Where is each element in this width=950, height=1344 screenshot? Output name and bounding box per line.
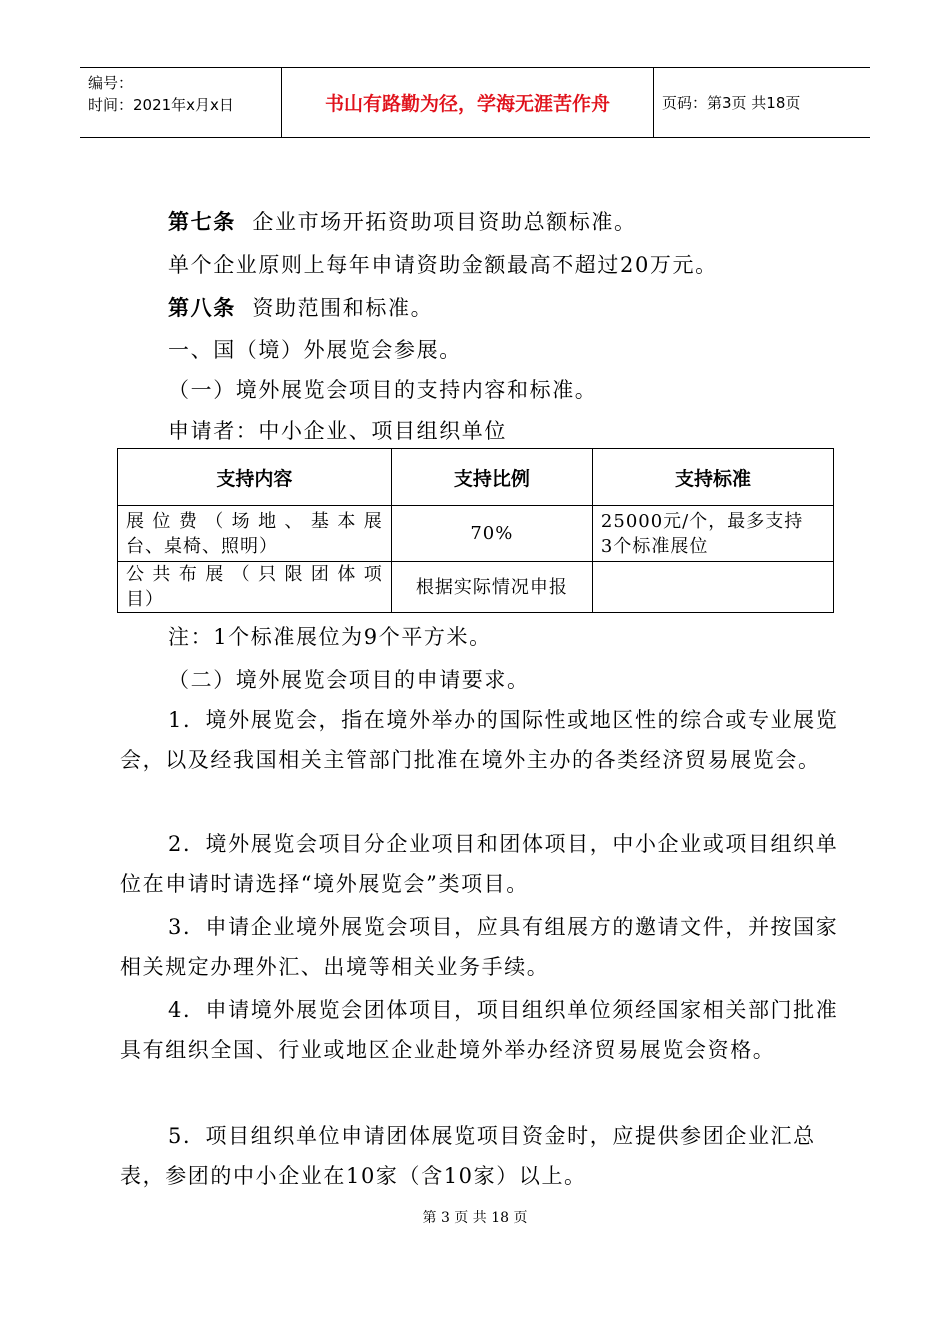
support-table: [117, 448, 834, 613]
requirement-item-4: 4．申请境外展览会团体项目，项目组织单位须经国家相关部门批准具有组织全国、行业或地区企业赴境外举办经济贸易展览会资格。: [120, 998, 839, 1062]
header-meta: [80, 68, 282, 137]
requirement-item-1: 1．境外展览会，指在境外举办的国际性或地区性的综合或专业展览会，以及经我国相关主管部门批准在境外主办的各类经济贸易展览会。: [120, 708, 839, 772]
table-header-row: [118, 449, 834, 506]
document-date-label: 时间：2021年x月x日: [88, 96, 234, 114]
table-cell-ratio: 70%: [391, 506, 592, 562]
article7-detail: 单个企业原则上每年申请资助金额最高不超过20万元。: [168, 253, 718, 277]
cell-line: 台、桌椅、照明）: [126, 535, 278, 557]
applicant-line: 申请者：中小企业、项目组织单位: [168, 419, 507, 443]
header-motto: 书山有路勤为径，学海无涯苦作舟: [282, 68, 654, 137]
table-cell-standard: [592, 506, 833, 562]
cell-line: 公共布展（只限团体项: [126, 564, 383, 585]
requirement-item-3: 3．申请企业境外展览会项目，应具有组展方的邀请文件，并按国家相关规定办理外汇、出境等相关业务手续。: [120, 915, 839, 979]
table-note: 注：1个标准展位为9个平方米。: [168, 625, 492, 649]
cell-line: 展位费（场地、基本展: [126, 510, 383, 532]
requirement-item-5: 5．项目组织单位申请团体展览项目资金时，应提供参团企业汇总表，参团的中小企业在10家（含10家）以上。: [120, 1124, 816, 1188]
article8-title: 第八条: [168, 295, 236, 320]
article7-title: 第七条: [168, 209, 236, 234]
header-page-label: 页码：第3页 共18页: [662, 94, 801, 112]
table-cell-content: [118, 506, 392, 562]
table-header-cell: 支持内容: [118, 449, 392, 506]
table-cell-standard: [592, 562, 833, 613]
table-cell-content: [118, 562, 392, 613]
document-number-label: 编号：: [88, 74, 134, 92]
cell-line: 目）: [126, 589, 164, 610]
table-cell-ratio: 根据实际情况申报: [391, 562, 592, 613]
table-row: [118, 562, 834, 613]
section1-heading: 一、国（境）外展览会参展。: [168, 338, 462, 362]
table-row: [118, 506, 834, 562]
article7-text: 企业市场开拓资助项目资助总额标准。: [252, 210, 637, 234]
table-header-cell: 支持标准: [592, 449, 833, 506]
page-footer: 第 3 页 共 18 页: [422, 1210, 528, 1226]
article8-text: 资助范围和标准。: [252, 296, 434, 320]
page-header: [80, 67, 870, 138]
cell-line: 25000元/个，最多支持: [600, 510, 804, 532]
requirement-item-2: 2．境外展览会项目分企业项目和团体项目，中小企业或项目组织单位在申请时请选择“境外展览会”类项目。: [120, 832, 839, 896]
article8-line: [168, 290, 888, 326]
table-header-cell: 支持比例: [391, 449, 592, 506]
subsection2-heading: （二）境外展览会项目的申请要求。: [168, 668, 530, 692]
subsection1-heading: （一）境外展览会项目的支持内容和标准。: [168, 378, 598, 402]
article7-line: [168, 204, 888, 240]
cell-line: 3个标准展位: [600, 535, 709, 557]
